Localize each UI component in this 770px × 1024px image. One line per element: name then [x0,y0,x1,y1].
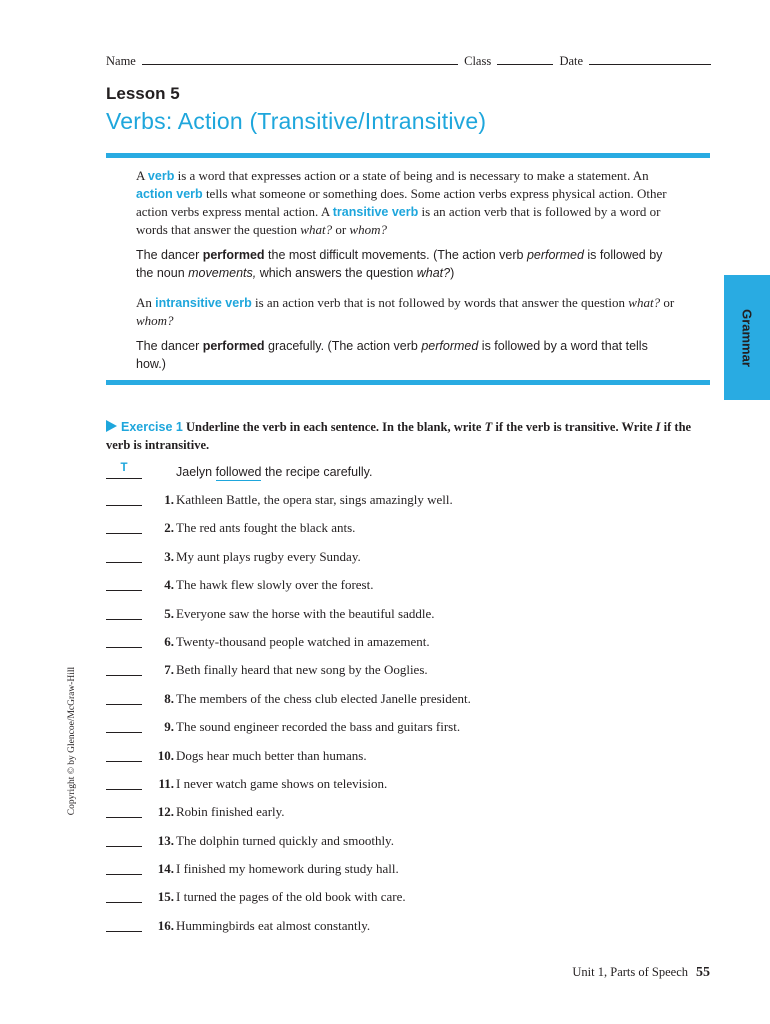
key-term: verb [147,169,175,183]
item-number: 6. [164,633,174,649]
i-letter: I [655,420,661,434]
text-segment: The dancer [136,248,203,262]
text-segment: is an action verb that is not followed by words that answer the question [251,295,629,310]
page-footer [572,965,710,981]
text-segment: is followed by the noun [136,248,663,280]
item-sentence: Everyone saw the horse with the beautiful saddle. [176,605,435,621]
lesson-number: Lesson 5 [106,84,180,103]
header-line [106,54,711,69]
exercise-instructions-a: Underline the verb in each sentence. In the blank, write [185,420,485,434]
item-sentence: Beth finally heard that new song by the Ooglies. [176,662,428,678]
italic-text: whom? [136,313,174,328]
bottom-divider [106,380,710,385]
text-segment: is an action verb that is followed by a word or words that answer the question [136,204,661,237]
exercise-item [106,803,706,831]
exercise-item [106,860,706,888]
grammar-side-tab [724,275,770,400]
italic-text: whom? [349,222,387,237]
exercise-item [106,519,706,547]
date-label: Date [559,54,584,68]
exercise-item [106,548,706,576]
exercise-item [106,491,706,519]
example-item [106,462,706,482]
item-sentence: Twenty-thousand people watched in amazement. [176,633,430,649]
exercise-item [106,690,706,718]
item-number: 1. [164,492,174,507]
side-tab-label: Grammar [739,308,755,367]
date-field[interactable] [589,64,711,65]
item-sentence: The dolphin turned quickly and smoothly. [176,832,394,848]
triangle-bullet-icon [106,420,117,432]
copyright-notice: Copyright © by Glencoe/McGraw-Hill [67,666,77,816]
text-segment: is a word that expresses action or a state of being and is necessary to make a statement. An [174,168,649,183]
item-sentence: My aunt plays rugby every Sunday. [176,548,361,564]
text-segment: The dancer [136,339,203,353]
exercise-instructions-b: if the verb is transitive. Write [492,420,656,434]
exercise-item [106,775,706,803]
item-sentence: Kathleen Battle, the opera star, sings amazingly well. [176,492,453,507]
exercise-item [106,633,706,661]
exercise-item [106,888,706,916]
exercise-item [106,832,706,860]
exercise-item [106,718,706,746]
item-sentence: The red ants fought the black ants. [176,520,356,536]
italic-text: what? [300,222,333,237]
item-number: 7. [164,662,174,678]
text-segment: the most difficult movements. (The action verb [264,248,527,262]
key-term: action verb [136,187,203,201]
item-sentence: The hawk flew slowly over the forest. [176,577,374,593]
italic-text: what? [628,295,661,310]
item-number: 11. [158,775,174,791]
example-verb: followed [215,465,262,479]
lesson-title: Verbs: Action (Transitive/Intransitive) [106,108,487,134]
exercise-items-list [106,491,706,945]
text-segment: An [136,295,156,310]
intro-paragraph-2 [136,294,686,330]
example-sentence-1 [136,246,681,282]
item-number: 14. [157,861,174,877]
intro-paragraph-1 [136,167,686,239]
item-number: 16. [157,917,174,933]
item-number: 8. [164,690,174,706]
exercise-heading [106,418,706,454]
example-after: the recipe carefully. [261,465,373,479]
text-segment: A [136,168,148,183]
footer-unit: Unit 1, Parts of Speech [572,965,688,979]
item-number: 12. [157,804,174,820]
page-number: 55 [696,965,710,980]
item-sentence: Robin finished early. [176,804,285,820]
bold-verb: performed [202,248,265,262]
italic-text: movements, [188,266,257,280]
example-before: Jaelyn [176,465,216,479]
exercise-instructions-c: if the verb is intransitive. [106,420,692,452]
item-sentence: I never watch game shows on television. [176,775,388,791]
italic-text: performed [526,248,584,262]
item-number: 4. [164,577,174,593]
text-segment: is followed by a word that tells how.) [136,339,648,371]
name-field[interactable] [142,64,458,65]
item-number: 10. [157,747,174,763]
item-sentence: The sound engineer recorded the bass and guitars first. [176,719,461,735]
exercise-item [106,605,706,633]
item-number: 5. [164,605,174,621]
key-term: intransitive verb [155,296,252,310]
item-number: 15. [157,889,174,905]
name-label: Name [106,54,136,68]
bold-verb: performed [202,339,265,353]
italic-text: performed [421,339,479,353]
item-sentence: Hummingbirds eat almost constantly. [176,917,371,933]
item-sentence: The members of the chess club elected Janelle president. [176,690,471,706]
text-segment: tells what someone or something does. Some action verbs express physical action. Other action verbs express mental action. A [136,186,667,219]
item-sentence: I turned the pages of the old book with care. [176,889,406,905]
item-number: 13. [157,832,174,848]
exercise-item [106,661,706,689]
item-number: 9. [164,719,174,735]
exercise-item [106,917,706,945]
item-number: 2. [164,520,174,536]
exercise-item [106,747,706,775]
key-term: transitive verb [332,205,419,219]
text-segment: or [660,295,675,310]
example-answer: T [106,462,142,479]
example-sentence [176,465,372,479]
item-sentence: Dogs hear much better than humans. [176,747,367,763]
text-segment: which answers the question [256,266,417,280]
text-segment: gracefully. (The action verb [264,339,422,353]
class-label: Class [464,54,492,68]
italic-text: what? [416,266,451,280]
text-segment: ) [450,266,455,280]
top-divider [106,153,710,158]
item-sentence: I finished my homework during study hall. [176,861,399,877]
class-field[interactable] [497,64,553,65]
exercise-item [106,576,706,604]
item-number: 3. [164,548,174,564]
text-segment: or [332,222,350,237]
t-letter: T [484,420,493,434]
exercise-label: Exercise 1 [121,420,183,434]
example-sentence-2 [136,337,681,373]
